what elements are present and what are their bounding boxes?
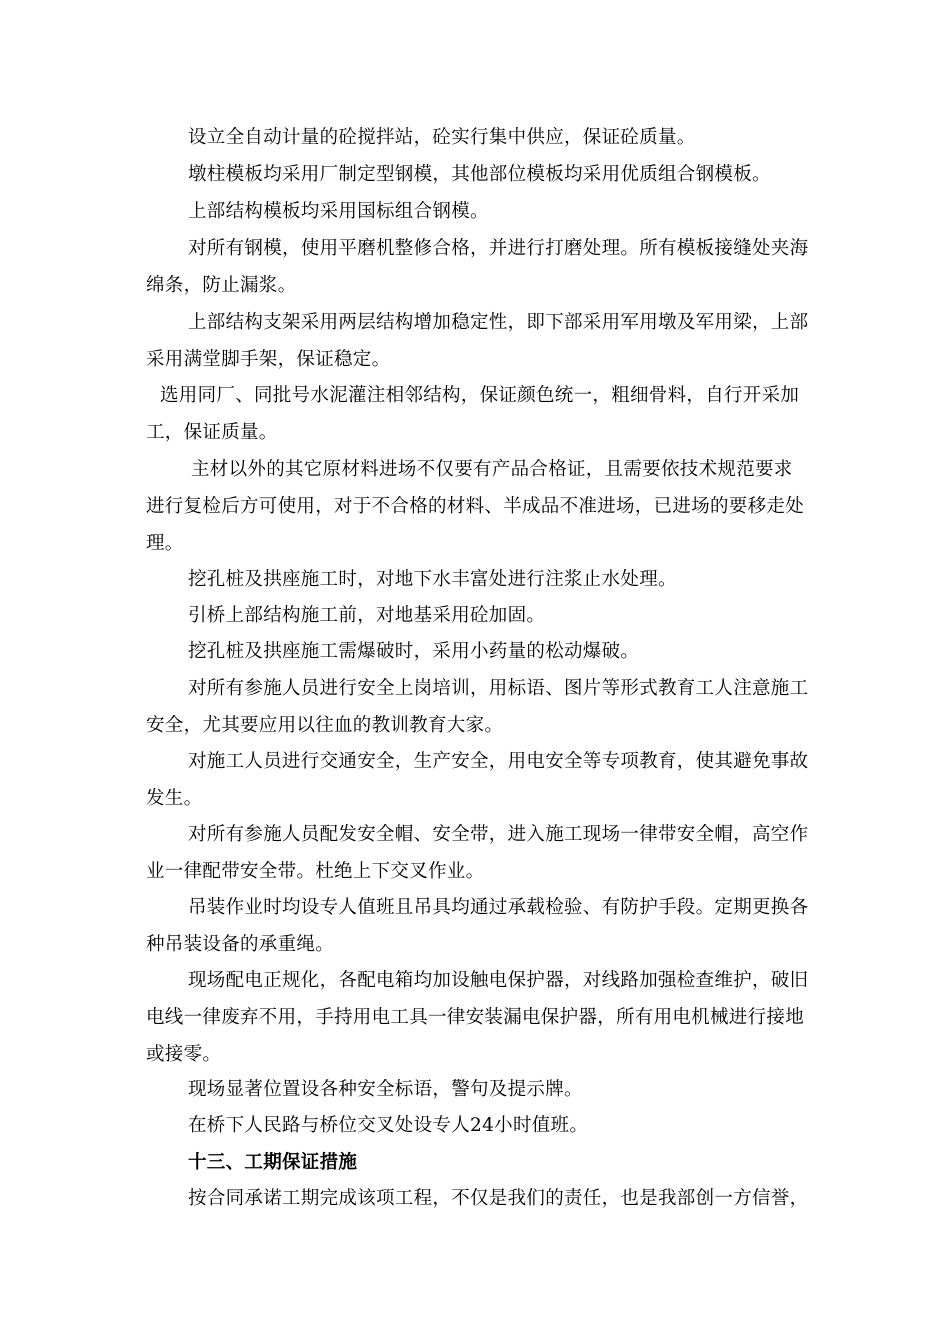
- paragraph-11: 对所有参施人员进行安全上岗培训，用标语、图片等形式教育工人注意施工安全，尤其要应用以往血的教训教育大家。: [146, 678, 809, 736]
- paragraph-5: 上部结构支架采用两层结构增加稳定性，即下部采用军用墩及军用梁，上部采用满堂脚手架，保证稳定。: [146, 312, 809, 370]
- paragraph-13: 对所有参施人员配发安全帽、安全带，进入施工现场一律带安全帽，高空作业一律配带安全带。杜绝上下交叉作业。: [146, 824, 809, 882]
- paragraph-16: 现场显著位置设各种安全标语，警句及提示牌。: [188, 1079, 583, 1100]
- paragraph-15: 现场配电正规化，各配电箱均加设触电保护器，对线路加强检查维护，破旧电线一律废弃不用，手持用电工具一律安装漏电保护器，所有用电机械进行接地或接零。: [146, 970, 809, 1065]
- paragraph-4: 对所有钢模，使用平磨机整修合格，并进行打磨处理。所有模板接缝处夹海绵条，防止漏浆。: [146, 238, 809, 296]
- paragraph-8: 挖孔桩及拱座施工时，对地下水丰富处进行注浆止水处理。: [188, 569, 677, 590]
- paragraph-2: 墩柱模板均采用厂制定型钢模，其他部位模板均采用优质组合钢模板。: [188, 164, 771, 185]
- paragraph-9: 引桥上部结构施工前，对地基采用砼加固。: [188, 605, 546, 626]
- paragraph-14: 吊装作业时均设专人值班且吊具均通过承载检验、有防护手段。定期更换各种吊装设备的承重绳。: [146, 897, 809, 955]
- paragraph-17: 在桥下人民路与桥位交叉处设专人24小时值班。: [188, 1115, 589, 1136]
- paragraph-3: 上部结构模板均采用国标组合钢模。: [188, 201, 489, 222]
- section-heading: 十三、工期保证措施: [188, 1152, 358, 1173]
- paragraph-12: 对施工人员进行交通安全，生产安全，用电安全等专项教育，使其避免事故发生。: [146, 751, 809, 809]
- paragraph-1: 设立全自动计量的砼搅拌站，砼实行集中供应，保证砼质量。: [188, 127, 696, 148]
- paragraph-6: 选用同厂、同批号水泥灌注相邻结构，保证颜色统一，粗细骨料，自行开采加工，保证质量。: [146, 385, 800, 443]
- paragraph-10: 挖孔桩及拱座施工需爆破时，采用小药量的松动爆破。: [188, 641, 640, 662]
- paragraph-last: 按合同承诺工期完成该项工程，不仅是我们的责任，也是我部创一方信誉，: [188, 1188, 809, 1209]
- paragraph-7: 主材以外的其它原材料进场不仅要有产品合格证，且需要依技术规范要求进行复检后方可使用，对于不合格的材料、半成品不准进场，已进场的要移走处理。: [146, 459, 805, 554]
